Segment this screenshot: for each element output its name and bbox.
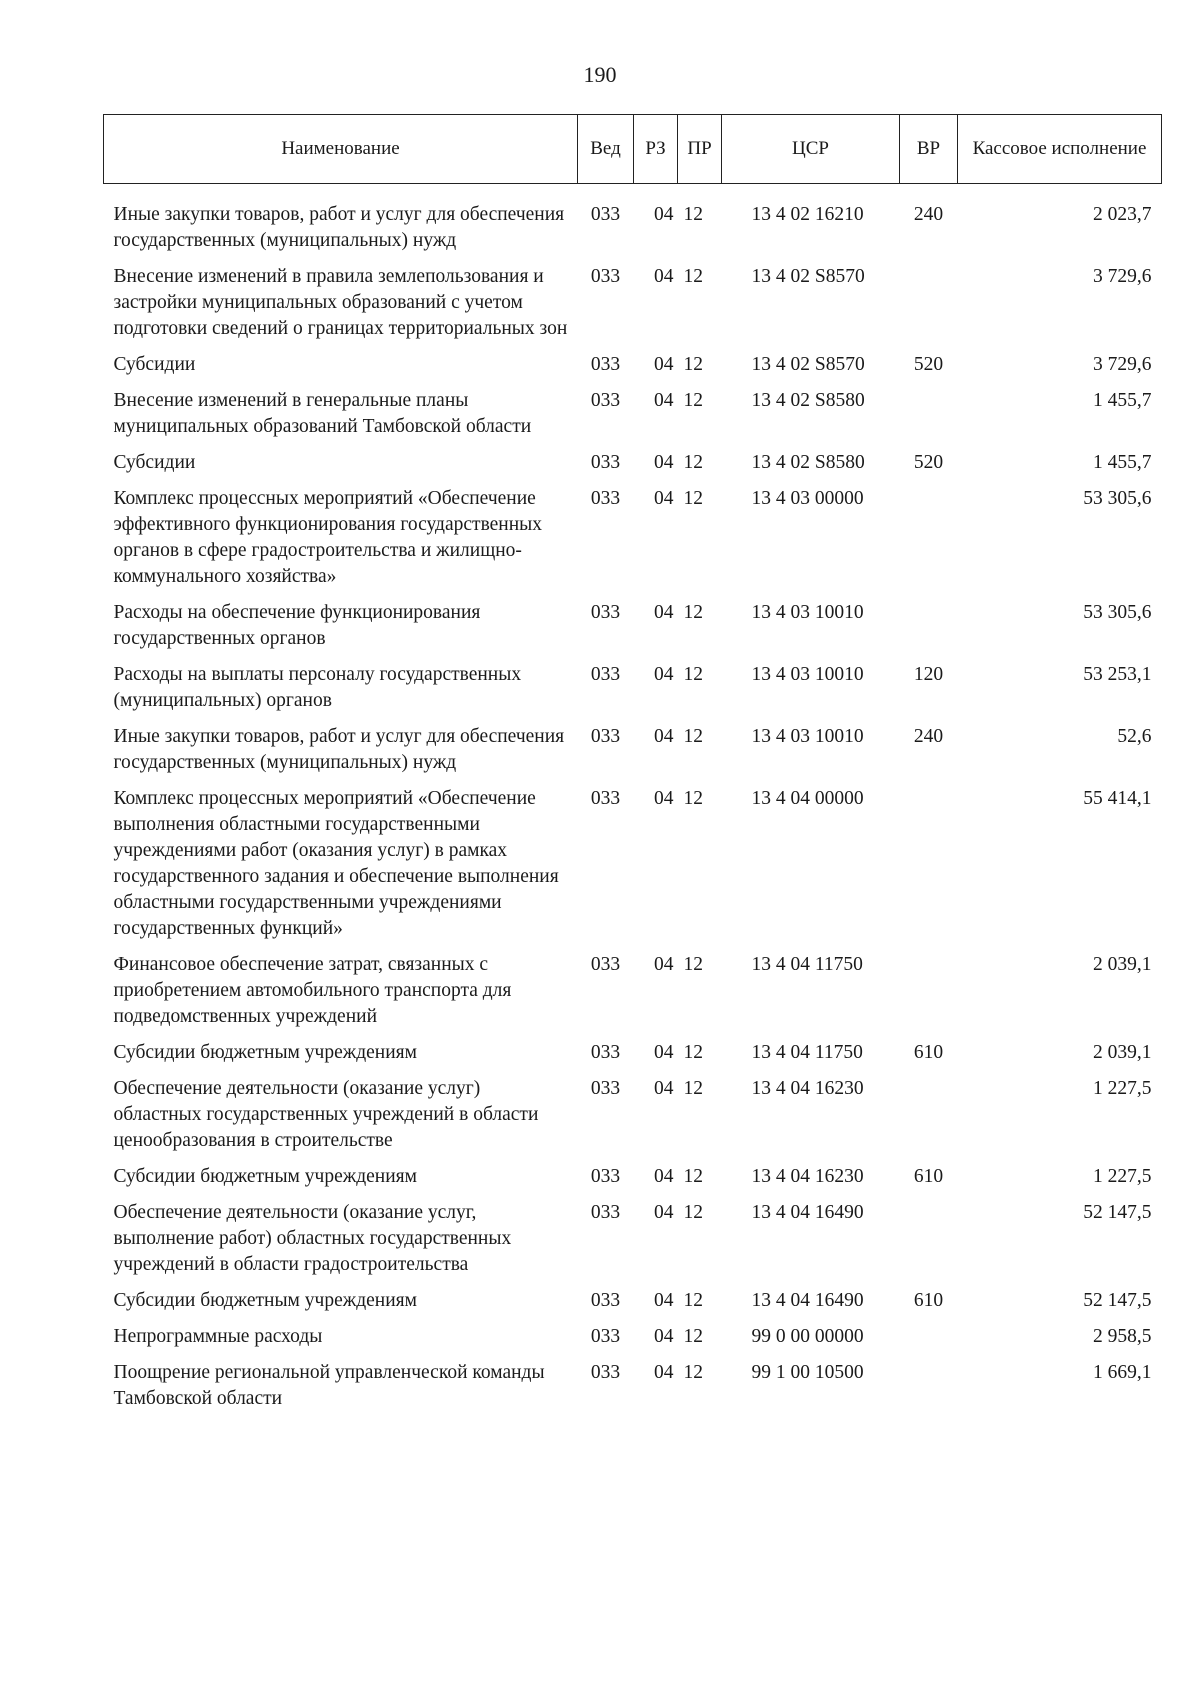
cell-pr: 12 [683, 1042, 703, 1063]
cell-ved: 033 [590, 726, 621, 747]
cell-rz: 04 [654, 1362, 674, 1383]
cell-amount: 1 227,5 [1093, 1078, 1152, 1099]
cell-pr: 12 [683, 954, 703, 975]
cell-vr [900, 260, 958, 348]
cell-amount: 53 253,1 [1083, 664, 1152, 685]
cell-amount: 2 958,5 [1093, 1326, 1152, 1347]
cell-amount: 3 729,6 [1093, 354, 1152, 375]
cell-name: Субсидии [113, 452, 196, 473]
cell-pr: 12 [683, 354, 703, 375]
table-row [104, 1160, 1162, 1196]
cell-ved: 033 [590, 788, 621, 809]
cell-amount: 53 305,6 [1083, 602, 1152, 623]
cell-name: Обеспечение деятельности (оказание услуг, выполнение работ) областных государственных учреждений в области градостроительства [113, 1202, 512, 1275]
table-row [104, 596, 1162, 658]
cell-vr: 610 [913, 1166, 944, 1187]
cell-rz: 04 [654, 788, 674, 809]
cell-rz: 04 [654, 1290, 674, 1311]
cell-vr [900, 596, 958, 658]
cell-ved: 033 [590, 488, 621, 509]
cell-amount: 2 039,1 [1093, 1042, 1152, 1063]
cell-vr [900, 1320, 958, 1356]
cell-csr: 13 4 04 11750 [751, 954, 863, 975]
cell-rz: 04 [654, 664, 674, 685]
cell-ved: 033 [590, 390, 621, 411]
table-row [104, 1072, 1162, 1160]
cell-name: Поощрение региональной управленческой команды Тамбовской области [113, 1362, 545, 1409]
cell-rz: 04 [654, 1202, 674, 1223]
cell-ved: 033 [590, 1362, 621, 1383]
table-row [104, 1356, 1162, 1418]
cell-rz: 04 [654, 390, 674, 411]
cell-pr: 12 [683, 266, 703, 287]
cell-ved: 033 [590, 354, 621, 375]
cell-csr: 13 4 04 00000 [751, 788, 864, 809]
cell-pr: 12 [683, 390, 703, 411]
cell-amount: 3 729,6 [1093, 266, 1152, 287]
cell-name: Обеспечение деятельности (оказание услуг) областных государственных учреждений в области ценообразования в строительстве [113, 1078, 539, 1151]
cell-rz: 04 [654, 602, 674, 623]
cell-ved: 033 [590, 452, 621, 473]
cell-ved: 033 [590, 1166, 621, 1187]
cell-vr: 610 [913, 1290, 944, 1311]
table-row [104, 720, 1162, 782]
cell-vr [900, 1072, 958, 1160]
cell-rz: 04 [654, 204, 674, 225]
cell-csr: 13 4 02 S8580 [751, 390, 865, 411]
cell-csr: 13 4 03 10010 [751, 602, 864, 623]
header-pr: ПР [678, 115, 722, 184]
cell-vr: 520 [913, 354, 944, 375]
table-row [104, 658, 1162, 720]
cell-amount: 52 147,5 [1083, 1202, 1152, 1223]
table-row [104, 948, 1162, 1036]
cell-name: Внесение изменений в правила землепользования и застройки муниципальных образований с учетом подготовки сведений о границах территориальных зон [113, 266, 568, 339]
cell-pr: 12 [683, 602, 703, 623]
cell-ved: 033 [590, 1202, 621, 1223]
header-spacer [104, 184, 1162, 199]
cell-ved: 033 [590, 602, 621, 623]
cell-name: Субсидии [113, 354, 196, 375]
table-row [104, 1036, 1162, 1072]
cell-amount: 1 227,5 [1093, 1166, 1152, 1187]
cell-csr: 13 4 04 16490 [751, 1202, 864, 1223]
table-row [104, 1320, 1162, 1356]
cell-rz: 04 [654, 726, 674, 747]
cell-name: Субсидии бюджетным учреждениям [113, 1042, 417, 1063]
cell-name: Иные закупки товаров, работ и услуг для обеспечения государственных (муниципальных) нужд [113, 726, 565, 773]
table-row [104, 348, 1162, 384]
cell-ved: 033 [590, 954, 621, 975]
budget-table [103, 114, 1162, 1418]
cell-pr: 12 [683, 488, 703, 509]
cell-csr: 13 4 02 16210 [751, 204, 864, 225]
cell-csr: 13 4 04 11750 [751, 1042, 863, 1063]
cell-amount: 2 023,7 [1093, 204, 1152, 225]
cell-vr: 520 [913, 452, 944, 473]
table-header [104, 115, 1162, 184]
cell-name: Иные закупки товаров, работ и услуг для обеспечения государственных (муниципальных) нужд [113, 204, 565, 251]
cell-csr: 13 4 03 10010 [751, 726, 864, 747]
cell-amount: 1 455,7 [1093, 452, 1152, 473]
cell-csr: 13 4 03 00000 [751, 488, 864, 509]
cell-pr: 12 [683, 204, 703, 225]
cell-vr [900, 782, 958, 948]
cell-rz: 04 [654, 1042, 674, 1063]
cell-vr: 240 [913, 204, 944, 225]
cell-rz: 04 [654, 266, 674, 287]
table-row [104, 260, 1162, 348]
cell-csr: 13 4 04 16490 [751, 1290, 864, 1311]
table-body [104, 184, 1162, 1419]
cell-name: Субсидии бюджетным учреждениям [113, 1290, 417, 1311]
cell-amount: 55 414,1 [1083, 788, 1152, 809]
cell-name: Субсидии бюджетным учреждениям [113, 1166, 417, 1187]
cell-rz: 04 [654, 954, 674, 975]
table-row [104, 1284, 1162, 1320]
cell-amount: 2 039,1 [1093, 954, 1152, 975]
cell-vr: 610 [913, 1042, 944, 1063]
cell-name: Непрограммные расходы [113, 1326, 323, 1347]
header-name: Наименование [104, 115, 578, 184]
cell-name: Комплекс процессных мероприятий «Обеспечение эффективного функционирования государственных органов в сфере градостроительства и жилищно-коммунального хозяйства» [113, 488, 543, 587]
cell-name: Комплекс процессных мероприятий «Обеспечение выполнения областными государственными учреждениями работ (оказания услуг) в рамках государственного задания и обеспечение выполнения областными государственными учреждениями государственных функций» [113, 788, 559, 939]
cell-ved: 033 [590, 204, 621, 225]
table-row [104, 1196, 1162, 1284]
cell-pr: 12 [683, 664, 703, 685]
cell-pr: 12 [683, 788, 703, 809]
cell-ved: 033 [590, 1042, 621, 1063]
cell-csr: 13 4 04 16230 [751, 1166, 864, 1187]
table-row [104, 482, 1162, 596]
cell-vr: 120 [913, 664, 944, 685]
cell-ved: 033 [590, 1326, 621, 1347]
table-row [104, 384, 1162, 446]
cell-amount: 53 305,6 [1083, 488, 1152, 509]
cell-amount: 1 455,7 [1093, 390, 1152, 411]
cell-pr: 12 [683, 726, 703, 747]
cell-rz: 04 [654, 1166, 674, 1187]
cell-name: Расходы на выплаты персоналу государственных (муниципальных) органов [113, 664, 522, 711]
cell-rz: 04 [654, 488, 674, 509]
cell-name: Расходы на обеспечение функционирования государственных органов [113, 602, 481, 649]
header-rz: РЗ [634, 115, 678, 184]
header-ved: Вед [578, 115, 634, 184]
cell-csr: 13 4 02 S8580 [751, 452, 865, 473]
cell-amount: 1 669,1 [1093, 1362, 1152, 1383]
cell-ved: 033 [590, 1078, 621, 1099]
cell-pr: 12 [683, 1290, 703, 1311]
cell-ved: 033 [590, 266, 621, 287]
cell-csr: 13 4 04 16230 [751, 1078, 864, 1099]
header-csr: ЦСР [722, 115, 900, 184]
header-amount: Кассовое исполнение [958, 115, 1162, 184]
budget-table-container [103, 114, 1161, 1418]
cell-csr: 13 4 02 S8570 [751, 354, 865, 375]
cell-csr: 13 4 03 10010 [751, 664, 864, 685]
cell-rz: 04 [654, 1078, 674, 1099]
cell-pr: 12 [683, 1202, 703, 1223]
cell-pr: 12 [683, 1166, 703, 1187]
cell-name: Финансовое обеспечение затрат, связанных с приобретением автомобильного транспорта для подведомственных учреждений [113, 954, 512, 1027]
header-vr: ВР [900, 115, 958, 184]
cell-vr [900, 948, 958, 1036]
page-number: 190 [583, 62, 617, 87]
cell-csr: 13 4 02 S8570 [751, 266, 865, 287]
cell-csr: 99 0 00 00000 [751, 1326, 864, 1347]
table-row [104, 782, 1162, 948]
table-row [104, 446, 1162, 482]
cell-vr [900, 482, 958, 596]
cell-vr [900, 1196, 958, 1284]
cell-pr: 12 [683, 1078, 703, 1099]
cell-ved: 033 [590, 1290, 621, 1311]
cell-ved: 033 [590, 664, 621, 685]
table-row [104, 198, 1162, 260]
cell-amount: 52 147,5 [1083, 1290, 1152, 1311]
cell-pr: 12 [683, 452, 703, 473]
cell-csr: 99 1 00 10500 [751, 1362, 864, 1383]
cell-rz: 04 [654, 354, 674, 375]
cell-rz: 04 [654, 1326, 674, 1347]
cell-vr [900, 384, 958, 446]
cell-name: Внесение изменений в генеральные планы муниципальных образований Тамбовской области [113, 390, 532, 437]
cell-amount: 52,6 [1117, 726, 1152, 747]
cell-vr [900, 1356, 958, 1418]
cell-rz: 04 [654, 452, 674, 473]
cell-pr: 12 [683, 1326, 703, 1347]
cell-vr: 240 [913, 726, 944, 747]
cell-pr: 12 [683, 1362, 703, 1383]
